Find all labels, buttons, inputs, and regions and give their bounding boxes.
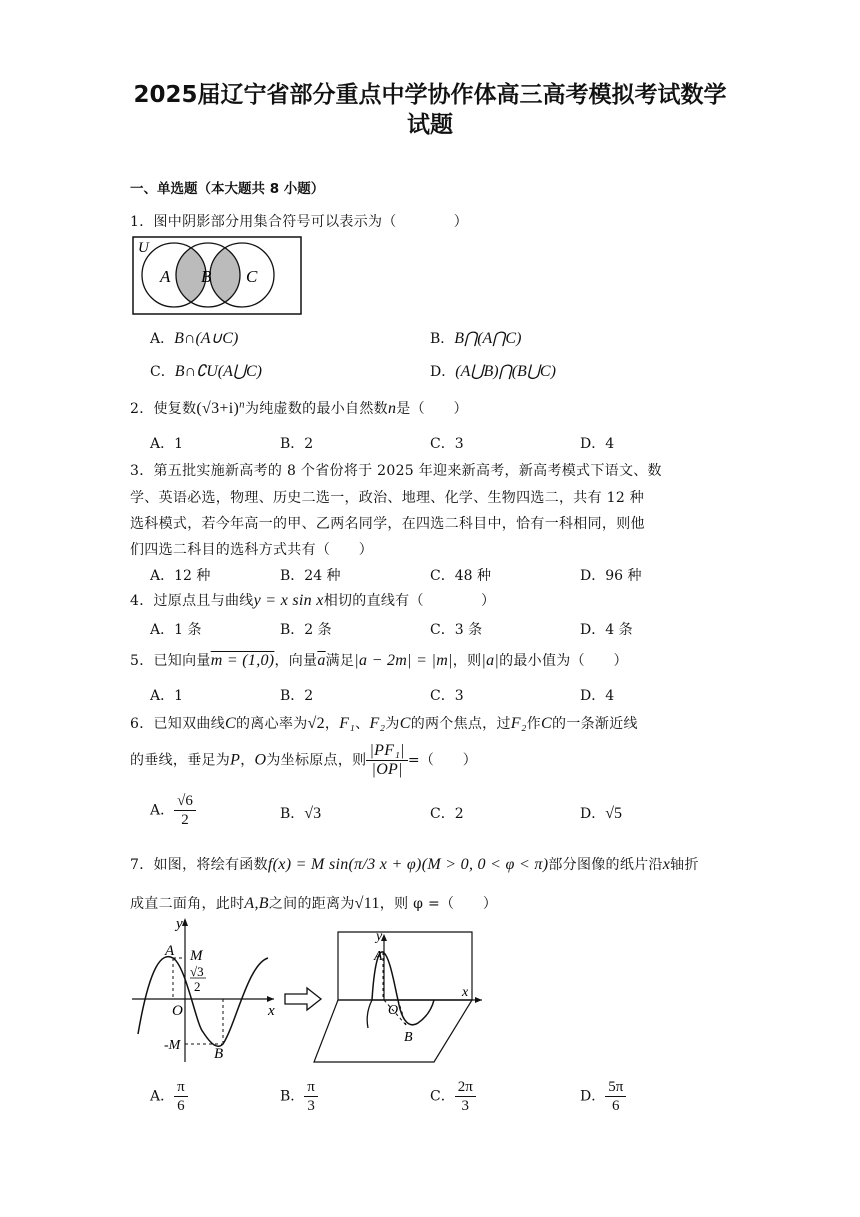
fig-label-a: A [165,943,175,959]
fig-label-two: 2 [194,979,201,994]
q3-stem-line: 们四选二科目的选科方式共有（ ） [130,542,374,558]
page-title: 2025届辽宁省部分重点中学协作体高三高考模拟考试数学 [133,82,727,108]
q3-option-c[interactable]: C．48 种 [430,568,491,584]
fig-label-y: y [176,916,183,932]
q4-option-b[interactable]: B．2 条 [280,622,332,638]
q5-option-c[interactable]: C．3 [430,688,464,704]
q4-option-c[interactable]: C．3 条 [430,622,483,638]
q1-option-d[interactable]: D．(A⋃B)⋂(B⋃C) [430,363,556,380]
q5-option-a[interactable]: A．1 [150,688,184,704]
fig-label-m: M [190,948,203,964]
q2-option-c[interactable]: C．3 [430,436,464,452]
q6-option-c[interactable]: C．2 [430,806,464,822]
fig2-label-x: x [462,985,469,1000]
fig-label-x: x [268,1003,275,1019]
venn-label-u: U [138,240,149,256]
fig-label-neg-m: -M [164,1038,181,1053]
q5-option-b[interactable]: B．2 [280,688,314,704]
q4-stem: 4．过原点且与曲线y = x sin x相切的直线有（ ） [130,592,496,609]
q1-option-b[interactable]: B．B⋂(A⋂C) [430,330,522,347]
sine-graph-figure [128,914,278,1064]
q2-stem: 2．使复数$(√3+i)^n$为纯虚数的最小自然数n是（ ） [130,398,468,417]
q7-option-c[interactable]: C． $\frac{2\pi}{3}$ [430,1078,476,1115]
q3-stem-line: 选科模式，若今年高一的甲、乙两名同学，在四选二科目中，恰有一科相同，则他 [130,516,645,532]
q3-stem-line: 3．第五批实施新高考的 8 个省份将于 2025 年迎来新高考，新高考模式下语文、数 [130,463,662,479]
fig2-label-o: O [388,1003,399,1018]
fig2-label-b: B [404,1030,413,1045]
q7-option-a[interactable]: A． $\frac{\pi}{6}$ [150,1078,188,1115]
q7-option-b[interactable]: B． $\frac{\pi}{3}$ [280,1078,318,1115]
q2-option-d[interactable]: D．4 [580,436,615,452]
q1-option-c[interactable]: C．B∩∁U(A⋃C) [150,363,263,380]
fig-label-b: B [214,1046,224,1062]
venn-label-c: C [246,267,258,286]
fig-label-sqrt3: √3 [190,964,204,979]
q3-option-b[interactable]: B．24 种 [280,568,341,584]
q7-option-d[interactable]: D． $\frac{5\pi}{6}$ [580,1078,626,1115]
venn-label-a: A [160,267,171,286]
q6-option-a[interactable]: A． $\frac{√6}{2}$ [150,792,196,829]
fig2-label-y: y [376,929,383,944]
q6-stem-line1: 6．已知双曲线C的离心率为√2，F₁、F₂为C的两个焦点，过F₂作C的一条渐近线 [130,715,638,732]
q3-option-a[interactable]: A．12 种 [150,568,211,584]
q2-option-b[interactable]: B．2 [280,436,314,452]
page-title-line2: 试题 [407,112,453,138]
q2-option-a[interactable]: A．1 [150,436,184,452]
section-heading: 一、单选题（本大题共 8 小题） [130,181,325,197]
q5-stem: 5．已知向量m = (1,0)，向量$\overline{a}$满足|a − 2m| = |m|，则|a|的最小值为（ ） [130,652,628,669]
fig2-label-a: A [374,949,383,964]
q6-stem-line2: 的垂线，垂足为P，O为坐标原点，则 $\frac{\text{|PF₁|}}{|OP|}$ =（ ） [130,742,478,778]
q1-stem: 1．图中阴影部分用集合符号可以表示为（ ） [130,214,469,230]
fig-label-o: O [172,1003,183,1019]
venn-label-b: B [201,267,212,286]
q4-option-d[interactable]: D．4 条 [580,622,633,638]
q5-option-d[interactable]: D．4 [580,688,615,704]
q3-stem-line: 学、英语必选，物理、历史二选一，政治、地理、化学、生物四选二，共有 12 种 [130,490,645,506]
q7-stem-line2: 成直二面角，此时A,B之间的距离为√11，则 φ =（ ） [130,895,498,912]
q1-option-a[interactable]: A．B∩(A∪C) [150,330,239,347]
folded-paper-figure [310,928,490,1068]
q3-option-d[interactable]: D．96 种 [580,568,642,584]
q6-option-b[interactable]: B．√3 [280,805,322,822]
q7-stem-line1: 7．如图，将绘有函数f(x) = M sin(π/3 x + φ)(M > 0, 0 < φ < π)部分图像的纸片沿x轴折 [130,856,699,873]
q6-option-d[interactable]: D．√5 [580,805,623,822]
venn-diagram [132,236,302,316]
q4-option-a[interactable]: A．1 条 [150,622,202,638]
